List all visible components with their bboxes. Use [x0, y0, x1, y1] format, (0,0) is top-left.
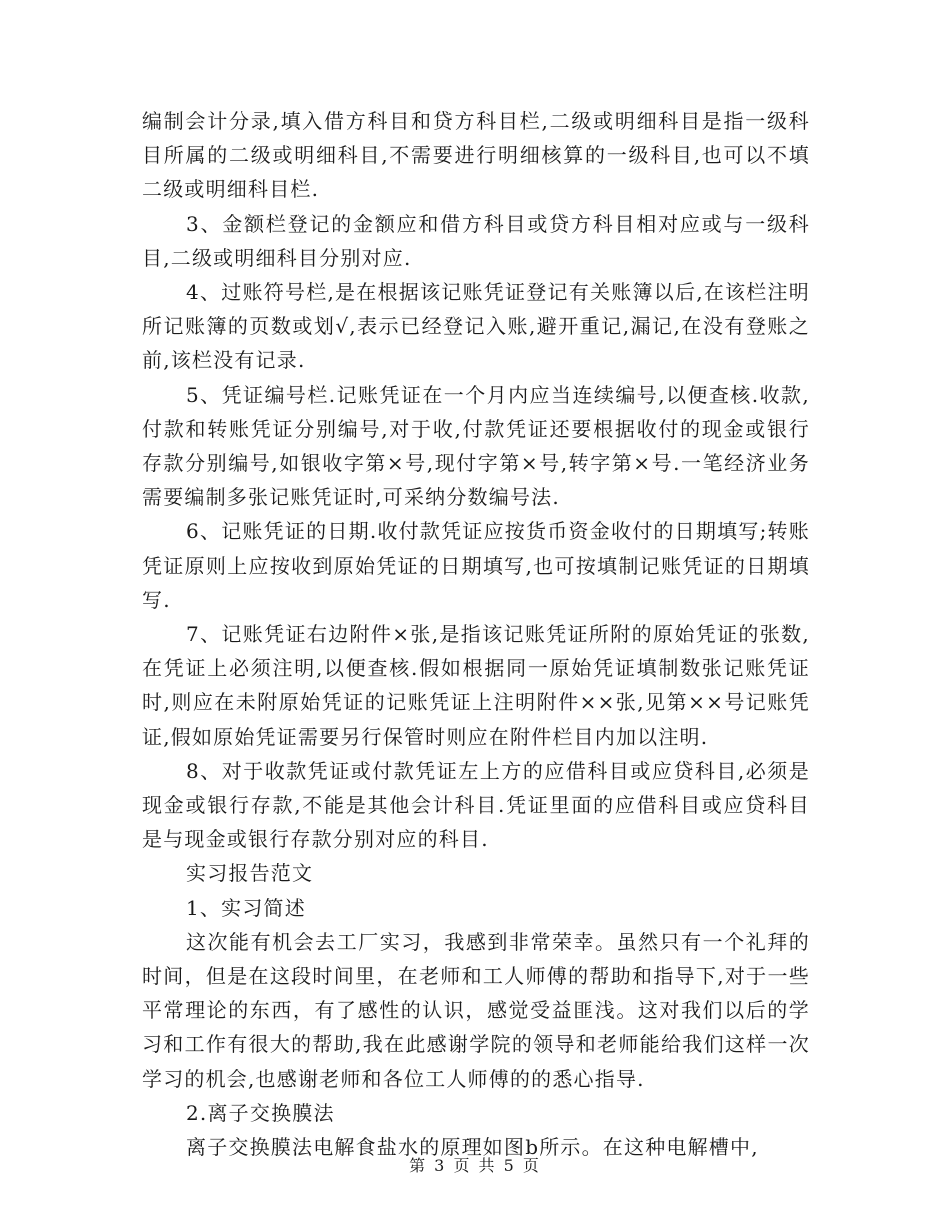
paragraph-item-4: 4、过账符号栏,是在根据该记账凭证登记有关账簿以后,在该栏注明所记账簿的页数或划√,表示已经登记入账,避开重记,漏记,在没有登账之前,该栏没有记录. [142, 280, 810, 373]
paragraph-membrane: 离子交换膜法电解食盐水的原理如图b所示。在这种电解槽中, [186, 1135, 759, 1160]
paragraph-item-6: 6、记账凭证的日期.收付款凭证应按货币资金收付的日期填写;转账凭证原则上应按收到原始凭证的日期填写,也可按填制记账凭证的日期填写. [142, 519, 810, 612]
paragraph-item-3: 3、金额栏登记的金额应和借方科目或贷方科目相对应或与一级科目,二级或明细科目分别对应. [142, 211, 810, 270]
subsection-heading: 2.离子交换膜法 [186, 1100, 335, 1125]
paragraph-internship: 这次能有机会去工厂实习，我感到非常荣幸。虽然只有一个礼拜的时间，但是在这段时间里，在老师和工人师傅的帮助和指导下,对于一些平常理论的东西，有了感性的认识，感觉受益匪浅。这对我们以后的学习和工作有很大的帮助,我在此感谢学院的领导和老师能给我们这样一次学习的机会,也感谢老师和各位工人师傅的的悉心指导. [142, 929, 810, 1091]
paragraph-item-7: 7、记账凭证右边附件×张,是指该记账凭证所附的原始凭证的张数,在凭证上必须注明,以便查核.假如根据同一原始凭证填制数张记账凭证时,则应在未附原始凭证的记账凭证上注明附件××张,见第××号记账凭证,假如原始凭证需要另行保管时则应在附件栏目内加以注明. [142, 622, 810, 749]
section-heading: 实习报告范文 [186, 861, 314, 886]
page-number-footer: 第 3 页 共 5 页 [409, 1156, 541, 1175]
paragraph-item-8: 8、对于收款凭证或付款凭证左上方的应借科目或应贷科目,必须是现金或银行存款,不能是其他会计科目.凭证里面的应借科目或应贷科目是与现金或银行存款分别对应的科目. [142, 758, 810, 852]
subsection-heading: 1、实习简述 [186, 895, 306, 920]
document-body [142, 104, 810, 1164]
paragraph-continuation: 编制会计分录,填入借方科目和贷方科目栏,二级或明细科目是指一级科目所属的二级或明细科目,不需要进行明细核算的一级科目,也可以不填二级或明细科目栏. [142, 109, 810, 202]
paragraph-item-5: 5、凭证编号栏.记账凭证在一个月内应当连续编号,以便查核.收款,付款和转账凭证分别编号,对于收,付款凭证还要根据收付的现金或银行存款分别编号,如银收字第×号,现付字第×号,转字第×号.一笔经济业务需要编制多张记账凭证时,可采纳分数编号法. [142, 382, 810, 510]
